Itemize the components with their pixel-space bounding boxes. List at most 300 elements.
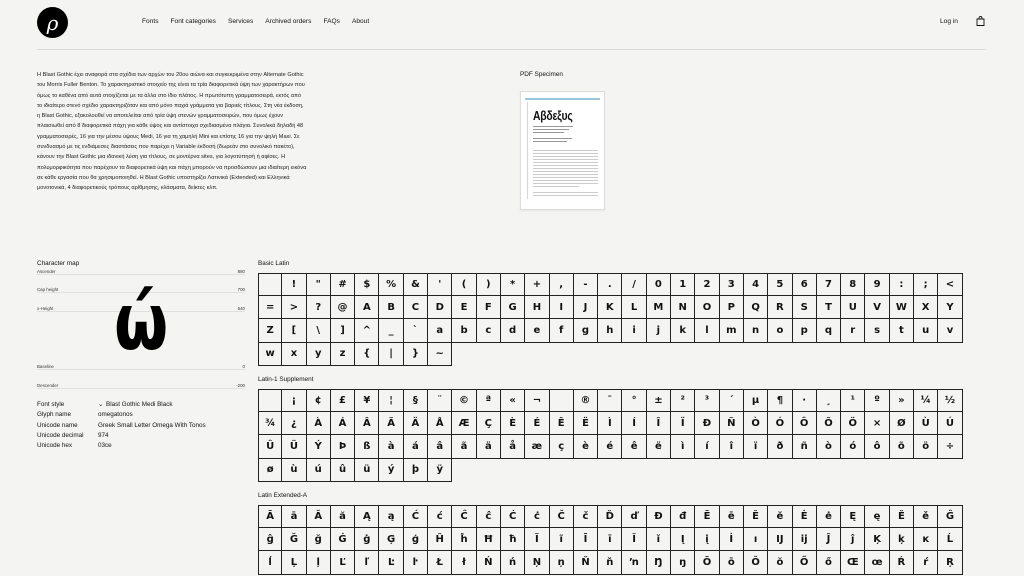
glyph-cell[interactable]: 7 <box>817 273 841 296</box>
glyph-cell[interactable]: ¾ <box>258 412 282 435</box>
glyph-cell[interactable]: ő <box>817 551 841 574</box>
glyph-cell[interactable]: Č <box>550 505 574 528</box>
glyph-cell[interactable]: Z <box>258 319 282 342</box>
glyph-cell[interactable]: ò <box>817 435 841 458</box>
glyph-cell[interactable]: Ğ <box>282 528 306 551</box>
glyph-cell[interactable]: ' <box>428 273 452 296</box>
glyph-cell[interactable]: Ň <box>574 551 598 574</box>
glyph-cell[interactable]: 8 <box>841 273 865 296</box>
glyph-cell[interactable]: Ò <box>744 412 768 435</box>
glyph-cell[interactable]: ® <box>574 389 598 412</box>
glyph-cell[interactable]: ě <box>914 505 938 528</box>
glyph-cell[interactable]: C <box>404 296 428 319</box>
glyph-cell[interactable]: % <box>379 273 403 296</box>
glyph-cell[interactable]: ō <box>720 551 744 574</box>
glyph-cell[interactable]: R <box>768 296 792 319</box>
glyph-cell[interactable]: ° <box>622 389 646 412</box>
glyph-cell[interactable]: ú <box>307 459 331 482</box>
glyph-cell[interactable]: Æ <box>452 412 476 435</box>
glyph-cell[interactable]: ¬ <box>525 389 549 412</box>
glyph-cell[interactable]: ´ <box>720 389 744 412</box>
glyph-cell[interactable]: ? <box>307 296 331 319</box>
glyph-cell[interactable]: ą <box>379 505 403 528</box>
glyph-cell[interactable]: Ĕ <box>744 505 768 528</box>
glyph-cell[interactable]: æ <box>525 435 549 458</box>
glyph-cell[interactable]: Á <box>331 412 355 435</box>
glyph-cell[interactable]: ā <box>282 505 306 528</box>
glyph-cell[interactable]: Ù <box>914 412 938 435</box>
glyph-cell[interactable]: ñ <box>793 435 817 458</box>
glyph-cell[interactable]: Ő <box>793 551 817 574</box>
glyph-cell[interactable]: ķ <box>890 528 914 551</box>
glyph-cell[interactable]: Ü <box>282 435 306 458</box>
glyph-cell[interactable]: û <box>331 459 355 482</box>
glyph-cell[interactable]: Û <box>258 435 282 458</box>
glyph-cell[interactable]: q <box>817 319 841 342</box>
glyph-cell[interactable]: ł <box>452 551 476 574</box>
glyph-cell[interactable]: | <box>379 343 403 366</box>
glyph-cell[interactable]: ı <box>744 528 768 551</box>
glyph-cell[interactable]: ì <box>671 435 695 458</box>
glyph-cell[interactable]: á <box>404 435 428 458</box>
glyph-cell[interactable]: _ <box>379 319 403 342</box>
glyph-cell[interactable]: 0 <box>647 273 671 296</box>
glyph-cell[interactable]: ý <box>379 459 403 482</box>
glyph-cell[interactable]: ē <box>720 505 744 528</box>
glyph-cell[interactable]: ¶ <box>768 389 792 412</box>
glyph-cell[interactable]: K <box>598 296 622 319</box>
glyph-cell[interactable]: & <box>404 273 428 296</box>
glyph-cell[interactable]: ĩ <box>550 528 574 551</box>
glyph-cell[interactable]: É <box>525 412 549 435</box>
glyph-cell[interactable]: F <box>477 296 501 319</box>
glyph-cell[interactable]: ê <box>622 435 646 458</box>
glyph-cell[interactable]: ŕ <box>914 551 938 574</box>
glyph-cell[interactable]: . <box>598 273 622 296</box>
glyph-cell[interactable]: ę <box>865 505 889 528</box>
glyph-cell[interactable]: 9 <box>865 273 889 296</box>
glyph-cell[interactable]: k <box>671 319 695 342</box>
glyph-cell[interactable]: Å <box>428 412 452 435</box>
glyph-cell[interactable]: ç <box>550 435 574 458</box>
glyph-cell[interactable]: D <box>428 296 452 319</box>
glyph-cell[interactable]: [ <box>282 319 306 342</box>
glyph-cell[interactable]: + <box>525 273 549 296</box>
glyph-cell[interactable]: 2 <box>695 273 719 296</box>
glyph-cell[interactable]: y <box>307 343 331 366</box>
glyph-cell[interactable]: Ņ <box>525 551 549 574</box>
glyph-cell[interactable]: Ă <box>307 505 331 528</box>
glyph-cell[interactable]: @ <box>331 296 355 319</box>
glyph-cell[interactable]: § <box>404 389 428 412</box>
glyph-cell[interactable]: m <box>720 319 744 342</box>
glyph-cell[interactable]: W <box>890 296 914 319</box>
glyph-cell[interactable] <box>258 273 282 296</box>
glyph-cell[interactable]: S <box>793 296 817 319</box>
glyph-cell[interactable]: Y <box>938 296 962 319</box>
glyph-cell[interactable]: Þ <box>331 435 355 458</box>
glyph-cell[interactable]: g <box>574 319 598 342</box>
glyph-name-label: Glyph name <box>37 411 71 419</box>
unicode-name-value: Greek Small Letter Omega With Tonos <box>98 421 206 429</box>
site-logo[interactable] <box>37 7 68 38</box>
glyph-cell[interactable]: ø <box>258 459 282 482</box>
glyph-cell[interactable]: ğ <box>307 528 331 551</box>
glyph-cell[interactable]: ¿ <box>282 412 306 435</box>
glyph-cell[interactable]: £ <box>331 389 355 412</box>
glyph-cell[interactable]: T <box>817 296 841 319</box>
glyph-cell[interactable]: È <box>501 412 525 435</box>
font-description: Η Blast Gothic έχει αναφορά στα σχέδια των αρχών του 20ου αιώνα και συγκεκριμένα στην Alternate Gothic του Morris Fuller Benton. Το χαρακτηριστικό στοιχείο της είναι τα τρία διαφορετικά ύψη των χαρακτήρων που όμως το καθένα από αυτά στοιχίζεται με τα άλλα στο ίδιο πλάτος. Η πρωτότυπη γραμματοσειρά, εκτός από το ιδιαίτερο στενό σχέδιο χαρακτηριζόταν και από μόνο παχιά γράμματα για βαριείς τίτλους. Στη νέα έκδοση, η Blast Gothic, εξακολουθεί να αποτελείται από τρία ύψη στενών γραμματοσειρών, που όμως έχουν πλαισιωθεί από 8 διαφορετικά πάχη για κάθε ύψος και αντίστοιχα σχεδιασμένα πλάγια. Συνολικά δηλαδή 48 γραμματοσειρές, 16 για την μέσου ύψους Medi, 16 για τη χαμηλή Mini και επίσης 16 για την ψηλή Maxi. Σε συνδυασμό με τις ενδιάμεσες διαστάσεις που παρέχει η Variable έκδοσή (δωρεάν στο συνολικό πακέτο), κάνουν την Blast Gothic μια ιδανική λύση για τίτλους, σε μοντέρνα sites, για λογοτύπησή ή αφίσες. Η πολυμορφικότητα που παρέχουν τα διαφορετικά ύψη και πάχη μπορούν να προσδώσουν μια ιδιαίτερη εικόνα σε κάθε εργασία που θα χρησιμοποιηθεί. Η Blast Gothic υποστηρίζει Λατινικά (Extended) και Ελληνικά μονοτονικά, 4 διαφορετικούς τρόπους αρίθμησης, κλάσματα, δείκτες κλπ. <box>37 72 307 192</box>
glyph-cell[interactable]: Ĺ <box>938 528 962 551</box>
glyph-cell[interactable]: » <box>890 389 914 412</box>
glyph-cell[interactable]: v <box>938 319 962 342</box>
glyph-cell[interactable]: Ý <box>307 435 331 458</box>
glyph-cell[interactable]: ³ <box>695 389 719 412</box>
glyph-cell[interactable]: ģ <box>404 528 428 551</box>
glyph-cell[interactable]: Î <box>647 412 671 435</box>
glyph-cell[interactable]: t <box>890 319 914 342</box>
glyph-cell[interactable]: o <box>768 319 792 342</box>
nav-faqs[interactable]: FAQs <box>323 18 340 25</box>
glyph-cell[interactable]: Ì <box>598 412 622 435</box>
glyph-cell[interactable]: Ŀ <box>379 551 403 574</box>
glyph-cell[interactable]: ¹ <box>841 389 865 412</box>
glyph-cell[interactable]: Ē <box>695 505 719 528</box>
glyph-cell[interactable]: « <box>501 389 525 412</box>
glyph-cell[interactable]: G <box>501 296 525 319</box>
glyph-cell[interactable]: è <box>574 435 598 458</box>
glyph-cell[interactable]: , <box>550 273 574 296</box>
glyph-cell[interactable]: ½ <box>938 389 962 412</box>
glyph-cell[interactable]: Â <box>355 412 379 435</box>
glyph-cell[interactable]: Ĩ <box>525 528 549 551</box>
pdf-specimen-title: Αβδεξυς <box>533 108 573 123</box>
chevron-down-icon: ⌄ <box>98 401 104 408</box>
glyph-cell[interactable]: ù <box>282 459 306 482</box>
glyph-cell[interactable]: a <box>428 319 452 342</box>
glyph-cell[interactable]: Ą <box>355 505 379 528</box>
glyph-cell[interactable]: Ċ <box>501 505 525 528</box>
glyph-cell[interactable]: b <box>452 319 476 342</box>
glyph-cell[interactable]: Í <box>622 412 646 435</box>
unicode-name-label: Unicode name <box>37 421 78 429</box>
glyph-cell[interactable]: 3 <box>720 273 744 296</box>
glyph-cell[interactable]: Ľ <box>331 551 355 574</box>
glyph-cell[interactable]: ] <box>331 319 355 342</box>
glyph-cell[interactable]: ð <box>768 435 792 458</box>
glyph-cell[interactable]: j <box>647 319 671 342</box>
glyph-cell[interactable]: Ñ <box>720 412 744 435</box>
nav-archived-orders[interactable]: Archived orders <box>265 18 312 25</box>
glyph-cell[interactable]: ÷ <box>938 435 962 458</box>
character-map-label: Character map <box>37 260 80 267</box>
glyph-cell[interactable]: ĭ <box>647 528 671 551</box>
glyph-cell[interactable]: ĳ <box>793 528 817 551</box>
glyph-cell[interactable]: Œ <box>841 551 865 574</box>
glyph-cell[interactable]: ĺ <box>258 551 282 574</box>
glyph-cell[interactable]: ) <box>477 273 501 296</box>
glyph-cell[interactable]: ĸ <box>914 528 938 551</box>
glyph-cell[interactable]: ë <box>647 435 671 458</box>
glyph-cell[interactable]: Ŕ <box>890 551 914 574</box>
glyph-cell[interactable]: ń <box>501 551 525 574</box>
glyph-cell[interactable]: x <box>282 343 306 366</box>
glyph-cell[interactable]: ė <box>817 505 841 528</box>
glyph-cell[interactable]: l <box>695 319 719 342</box>
glyph-cell[interactable]: M <box>647 296 671 319</box>
glyph-cell[interactable]: Ħ <box>477 528 501 551</box>
glyph-cell[interactable]: i <box>622 319 646 342</box>
glyph-cell[interactable]: Ō <box>695 551 719 574</box>
glyph-cell[interactable]: ( <box>452 273 476 296</box>
glyph-cell[interactable]: s <box>865 319 889 342</box>
glyph-cell[interactable]: / <box>622 273 646 296</box>
nav-about[interactable]: About <box>351 18 370 25</box>
glyph-cell[interactable]: Ļ <box>282 551 306 574</box>
glyph-cell[interactable]: î <box>720 435 744 458</box>
glyph-cell[interactable]: ġ <box>355 528 379 551</box>
font-style-select[interactable] <box>98 400 173 410</box>
glyph-cell[interactable]: Į <box>671 528 695 551</box>
glyph-cell[interactable]: Ĝ <box>938 505 962 528</box>
glyph-cell[interactable]: À <box>307 412 331 435</box>
glyph-cell[interactable]: å <box>501 435 525 458</box>
glyph-cell[interactable]: u <box>914 319 938 342</box>
glyph-cell[interactable]: = <box>258 296 282 319</box>
glyph-cell[interactable]: µ <box>744 389 768 412</box>
glyph-cell[interactable]: ć <box>428 505 452 528</box>
glyph-cell[interactable]: : <box>890 273 914 296</box>
glyph-cell[interactable]: ï <box>744 435 768 458</box>
glyph-cell[interactable]: í <box>695 435 719 458</box>
glyph-cell[interactable]: Ķ <box>865 528 889 551</box>
glyph-cell[interactable]: ¯ <box>598 389 622 412</box>
glyph-cell[interactable]: 6 <box>793 273 817 296</box>
glyph-cell[interactable]: ~ <box>428 343 452 366</box>
glyph-cell[interactable]: L <box>622 296 646 319</box>
glyph-cell[interactable]: ² <box>671 389 695 412</box>
nav-fonts[interactable]: Fonts <box>142 18 159 25</box>
glyph-cell[interactable]: Ń <box>477 551 501 574</box>
glyph-cell[interactable]: õ <box>890 435 914 458</box>
glyph-cell[interactable]: ä <box>477 435 501 458</box>
glyph-cell[interactable]: ľ <box>355 551 379 574</box>
glyph-cell[interactable]: ª <box>477 389 501 412</box>
glyph-cell[interactable]: * <box>501 273 525 296</box>
font-style-label: Font style <box>37 401 65 408</box>
glyph-cell[interactable]: } <box>404 343 428 366</box>
glyph-cell[interactable]: 4 <box>744 273 768 296</box>
glyph-cell[interactable]: ÿ <box>428 459 452 482</box>
glyph-cell[interactable]: ĉ <box>477 505 501 528</box>
glyph-cell[interactable]: Ð <box>695 412 719 435</box>
glyph-cell[interactable]: V <box>865 296 889 319</box>
glyph-cell[interactable]: Q <box>744 296 768 319</box>
glyph-cell[interactable]: Ç <box>477 412 501 435</box>
glyph-cell[interactable]: X <box>914 296 938 319</box>
glyph-cell[interactable]: ď <box>622 505 646 528</box>
glyph-cell[interactable]: Ġ <box>331 528 355 551</box>
glyph-cell[interactable]: ¸ <box>817 389 841 412</box>
glyph-cell[interactable]: ¦ <box>379 389 403 412</box>
glyph-cell[interactable]: Ė <box>793 505 817 528</box>
glyph-cell[interactable]: · <box>793 389 817 412</box>
glyph-cell[interactable]: ß <box>355 435 379 458</box>
glyph-cell[interactable]: ă <box>331 505 355 528</box>
glyph-cell[interactable]: ; <box>914 273 938 296</box>
glyph-cell[interactable]: Ŏ <box>744 551 768 574</box>
glyph-cell[interactable]: ü <box>355 459 379 482</box>
glyph-cell[interactable]: œ <box>865 551 889 574</box>
glyph-cell[interactable]: ĕ <box>768 505 792 528</box>
glyph-cell[interactable]: ô <box>865 435 889 458</box>
glyph-cell[interactable]: ļ <box>307 551 331 574</box>
glyph-cell[interactable]: ¡ <box>282 389 306 412</box>
glyph-cell[interactable]: Ł <box>428 551 452 574</box>
glyph-cell[interactable]: \ <box>307 319 331 342</box>
glyph-cell[interactable]: U <box>841 296 865 319</box>
glyph-cell[interactable]: - <box>574 273 598 296</box>
glyph-cell[interactable]: f <box>550 319 574 342</box>
glyph-cell[interactable]: º <box>865 389 889 412</box>
glyph-cell[interactable]: Ę <box>841 505 865 528</box>
glyph-cell[interactable]: Ã <box>379 412 403 435</box>
glyph-cell[interactable]: d <box>501 319 525 342</box>
glyph-cell[interactable]: N <box>671 296 695 319</box>
glyph-cell[interactable]: r <box>841 319 865 342</box>
glyph-cell[interactable]: é <box>598 435 622 458</box>
glyph-cell[interactable]: Ĳ <box>768 528 792 551</box>
glyph-cell[interactable]: Ê <box>550 412 574 435</box>
glyph-cell[interactable]: J <box>574 296 598 319</box>
glyph-cell[interactable]: į <box>695 528 719 551</box>
glyph-cell[interactable]: ŏ <box>768 551 792 574</box>
glyph-cell[interactable]: ň <box>598 551 622 574</box>
glyph-cell[interactable]: 5 <box>768 273 792 296</box>
nav-font-categories[interactable]: Font categories <box>170 18 216 25</box>
glyph-cell[interactable]: ĵ <box>841 528 865 551</box>
glyph-cell[interactable]: H <box>525 296 549 319</box>
nav-services[interactable]: Services <box>227 18 254 25</box>
glyph-cell[interactable]: Ó <box>768 412 792 435</box>
pdf-specimen-thumbnail[interactable] <box>520 91 605 210</box>
glyph-cell[interactable]: Ĵ <box>817 528 841 551</box>
glyph-grid-latin-extended-a <box>258 505 963 575</box>
glyph-cell[interactable]: ^ <box>355 319 379 342</box>
glyph-cell[interactable]: â <box>428 435 452 458</box>
glyph-cell[interactable]: Ć <box>404 505 428 528</box>
glyph-cell[interactable]: Ö <box>841 412 865 435</box>
glyph-cell[interactable]: ī <box>598 528 622 551</box>
glyph-cell[interactable]: Ô <box>793 412 817 435</box>
glyph-cell[interactable]: × <box>865 412 889 435</box>
glyph-cell[interactable]: ĥ <box>452 528 476 551</box>
glyph-cell[interactable]: < <box>938 273 962 296</box>
glyph-cell[interactable]: Õ <box>817 412 841 435</box>
glyph-cell[interactable]: đ <box>671 505 695 528</box>
glyph-cell[interactable]: ± <box>647 389 671 412</box>
glyph-cell[interactable]: w <box>258 343 282 366</box>
glyph-cell[interactable]: z <box>331 343 355 366</box>
glyph-cell[interactable]: ¨ <box>428 389 452 412</box>
glyph-cell[interactable]: Ë <box>574 412 598 435</box>
glyph-cell[interactable]: Ě <box>890 505 914 528</box>
glyph-cell[interactable]: ċ <box>525 505 549 528</box>
glyph-cell[interactable]: Ĥ <box>428 528 452 551</box>
glyph-cell[interactable]: ã <box>452 435 476 458</box>
glyph-cell[interactable]: ŀ <box>404 551 428 574</box>
glyph-cell[interactable]: 1 <box>671 273 695 296</box>
glyph-cell[interactable]: ŋ <box>671 551 695 574</box>
glyph-cell[interactable]: ņ <box>550 551 574 574</box>
glyph-cell[interactable]: Đ <box>647 505 671 528</box>
glyph-cell[interactable]: Ď <box>598 505 622 528</box>
glyph-cell[interactable]: n <box>744 319 768 342</box>
glyph-cell[interactable]: e <box>525 319 549 342</box>
glyph-cell[interactable] <box>550 389 574 412</box>
glyph-cell[interactable]: ¢ <box>307 389 331 412</box>
glyph-cell[interactable]: ŉ <box>622 551 646 574</box>
glyph-cell[interactable]: Ĭ <box>622 528 646 551</box>
glyph-cell[interactable]: Ä <box>404 412 428 435</box>
glyph-cell[interactable]: Ï <box>671 412 695 435</box>
glyph-cell[interactable]: O <box>695 296 719 319</box>
glyph-cell[interactable]: ¥ <box>355 389 379 412</box>
glyph-cell[interactable] <box>258 389 282 412</box>
cart-icon[interactable] <box>976 16 985 26</box>
font-style-value: Blast Gothic Medi Black <box>106 401 173 408</box>
glyph-cell[interactable]: { <box>355 343 379 366</box>
glyph-cell[interactable]: Ģ <box>379 528 403 551</box>
glyph-cell[interactable]: Ĉ <box>452 505 476 528</box>
glyph-cell[interactable]: ` <box>404 319 428 342</box>
login-link[interactable]: Log in <box>940 18 958 25</box>
glyph-cell[interactable]: č <box>574 505 598 528</box>
glyph-cell[interactable]: à <box>379 435 403 458</box>
glyph-cell[interactable]: A <box>355 296 379 319</box>
glyph-cell[interactable]: ĝ <box>258 528 282 551</box>
glyph-cell[interactable]: # <box>331 273 355 296</box>
glyph-cell[interactable]: Ø <box>890 412 914 435</box>
glyph-cell[interactable]: E <box>452 296 476 319</box>
glyph-cell[interactable]: $ <box>355 273 379 296</box>
glyph-cell[interactable]: ö <box>914 435 938 458</box>
glyph-cell[interactable]: B <box>379 296 403 319</box>
glyph-cell[interactable]: Ú <box>938 412 962 435</box>
glyph-cell[interactable]: İ <box>720 528 744 551</box>
glyph-cell[interactable]: þ <box>404 459 428 482</box>
glyph-cell[interactable]: h <box>598 319 622 342</box>
glyph-cell[interactable]: I <box>550 296 574 319</box>
glyph-cell[interactable]: ħ <box>501 528 525 551</box>
glyph-cell[interactable]: ! <box>282 273 306 296</box>
glyph-cell[interactable]: P <box>720 296 744 319</box>
metric-ascender: Ascender 880 <box>37 269 245 274</box>
glyph-cell[interactable]: Ā <box>258 505 282 528</box>
glyph-cell[interactable]: ó <box>841 435 865 458</box>
pdf-specimen-label: PDF Specimen <box>520 71 563 78</box>
glyph-cell[interactable]: > <box>282 296 306 319</box>
glyph-cell[interactable]: c <box>477 319 501 342</box>
glyph-cell[interactable]: Ŋ <box>647 551 671 574</box>
glyph-cell[interactable]: © <box>452 389 476 412</box>
glyph-cell[interactable]: Ŗ <box>938 551 962 574</box>
glyph-cell[interactable]: Ī <box>574 528 598 551</box>
glyph-cell[interactable]: p <box>793 319 817 342</box>
glyph-cell[interactable]: ¼ <box>914 389 938 412</box>
glyph-cell[interactable]: " <box>307 273 331 296</box>
